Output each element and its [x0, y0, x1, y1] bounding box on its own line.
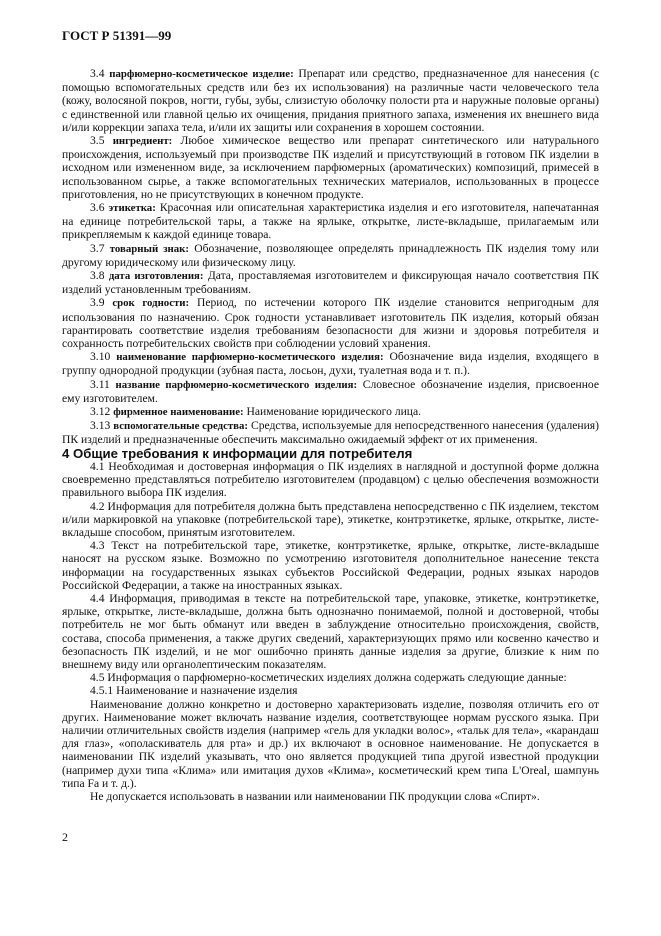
definition-text: Любое химическое вещество или препарат синтетического или натурального происхождения, используемый при производстве ПК изделий и присутствующий в готовом ПК изделии в исходном или измененном виде, за исключением парфюмерных (ароматических) композиций, примесей в использованном сырье, а также вспомогательных технических материалов, использованных в процессе приготовления, но не присутствующих в конечном продукте.	[62, 134, 599, 201]
definition-number: 3.6	[90, 201, 105, 215]
definition-number: 3.5	[90, 134, 105, 148]
document-body	[62, 67, 599, 803]
definition-3-12	[62, 405, 599, 419]
paragraph-naming-restriction: Не допускается использовать в названии или наименовании ПК продукции слова «Спирт».	[90, 789, 540, 803]
paragraph-4-3: 4.3 Текст на потребительской таре, этикетке, контрэтикетке, ярлыке, открытке, листе-вкладыше наносят на русском языке. Возможно по усмотрению изготовителя дополнительное нанесение текста информации на государственных языках субъектов Российской Федерации, родных языках народов Российской Федерации, а также на иностранных языках.	[62, 539, 599, 592]
definition-term: товарный знак:	[109, 242, 189, 255]
paragraph-4-1: 4.1 Необходимая и достоверная информация о ПК изделиях в наглядной и доступной форме должна своевременно представляться потребителю изготовителем (продавцом) с целью обеспечения возможности правильного выбора ПК изделия.	[62, 459, 599, 500]
definition-number: 3.12	[90, 405, 111, 419]
definition-3-10	[62, 350, 599, 377]
definition-term: вспомогательные средства:	[113, 420, 248, 433]
paragraph-4-2: 4.2 Информация для потребителя должна быть представлена непосредственно с ПК изделием, текстом и/или маркировкой на упаковке (потребительской таре), этикетке, контрэтикетке, ярлыке, открытке, листе-вкладыше способом, принятым изготовителем.	[62, 499, 599, 539]
definition-text: Средства, используемые для непосредственного нанесения (удаления) ПК изделий и предназначенные обеспечить максимально ожидаемый эффект от их применения.	[62, 419, 600, 447]
definition-text: Период, по истечении которого ПК изделие становится непригодным для использования по назначению. Срок годности устанавливает изготовитель ПК изделия, который обязан гарантировать соответствие изделия требованиям безопасности для жизни и здоровья потребителя и сохранность потребительских свойств при соблюдении условий хранения.	[62, 296, 600, 351]
definition-term: дата изготовления:	[108, 270, 204, 283]
page-number: 2	[62, 830, 68, 844]
definition-text: Дата, проставляемая изготовителем и фиксирующая начало соответствия ПК изделий установленным требованиям.	[62, 269, 600, 297]
definition-number: 3.10	[90, 350, 111, 364]
section-heading: 4 Общие требования к информации для потребителя	[62, 445, 413, 461]
definition-text: Обозначение, позволяющее определять принадлежность ПК изделия тому или другому юридическому или физическому лицу.	[62, 241, 600, 269]
definition-3-6	[62, 201, 599, 242]
definition-3-11	[62, 378, 599, 405]
paragraph-naming: Наименование должно конкретно и достоверно характеризовать изделие, позволяя отличить его от других. Наименование может включать название изделия, соответствующее нормам русского языка. При наличии отличительных свойств изделия (например «гель для укладки волос», «тальк для тела», «карандаш для глаз», «ополаскиватель для рта» и др.) их включают в основное наименование. Не допускается в наименовании ПК изделий указывать, что оно является продукцией типа другой известной продукции (например духи типа «Клима» или имитация духов «Клима», косметический крем типа L'Oreal, шампунь типа Fa и т. д.).	[62, 697, 599, 790]
definition-number: 3.13	[90, 419, 111, 433]
definition-text: Наименование юридического лица.	[246, 405, 422, 419]
definition-3-13	[62, 419, 599, 446]
definition-number: 3.9	[90, 296, 105, 310]
paragraph-4-5: 4.5 Информация о парфюмерно-косметических изделиях должна содержать следующие данные:	[90, 671, 567, 685]
definition-number: 3.7	[90, 241, 105, 255]
definition-3-8	[62, 269, 599, 296]
definition-number: 3.8	[90, 269, 105, 283]
definition-term: наименование парфюмерно-косметического изделия:	[116, 351, 384, 364]
definition-3-5	[62, 134, 599, 201]
definition-text: Обозначение вида изделия, входящего в группу однородной продукции (зубная паста, лосьон, духи, туалетная вода и т. п.).	[62, 350, 600, 378]
paragraph-4-5-1: 4.5.1 Наименование и назначение изделия	[90, 684, 298, 698]
definition-term: ингредиент:	[112, 135, 173, 148]
definition-term: парфюмерно-косметическое изделие:	[109, 68, 294, 80]
definition-term: срок годности:	[112, 297, 190, 310]
paragraph-4-4: 4.4 Информация, приводимая в тексте на потребительской таре, упаковке, этикетке, контрэтикетке, ярлыке, открытке, листе-вкладыше, должна быть однозначно понимаемой, полной и достоверной, чтобы потребитель не мог быть обманут или введен в заблуждение относительно происхождения, свойств, состава, способа применения, а также других сведений, характеризующих прямо или косвенно качество и безопасность ПК изделий, и не мог ошибочно принять данные изделия за другие, близкие к ним по внешнему виду или органолептическим показателям.	[62, 591, 599, 671]
definition-3-9	[62, 296, 599, 350]
definition-3-4	[62, 67, 599, 134]
definition-text: Словесное обозначение изделия, присвоенное ему изготовителем.	[62, 377, 599, 405]
definition-term: название парфюмерно-косметического изделия:	[115, 378, 358, 391]
definition-3-7	[62, 242, 599, 269]
definition-number: 3.4	[90, 67, 105, 80]
definition-term: этикетка:	[108, 202, 156, 215]
definition-number: 3.11	[90, 377, 110, 391]
definition-term: фирменное наименование:	[113, 406, 244, 419]
definition-text: Препарат или средство, предназначенное для нанесения (с помощью вспомогательных средств или без их использования) на различные части человеческого тела (кожу, волосяной покров, ногти, губы, зубы, слизистую оболочку полости рта и наружные половые органы) с единственной или главной целью их очищения, придания приятного запаха, изменения их внешнего вида и/или коррекции запаха тела, и/или их защиты или сохранения в хорошем состоянии.	[62, 67, 599, 134]
document-header: ГОСТ Р 51391—99	[62, 28, 172, 43]
definition-text: Красочная или описательная характеристика изделия и его изготовителя, напечатанная на единице потребительской тары, а также на ярлыке, открытке, листе-вкладыше, прилагаемым или прикрепляемым к каждой единице товара.	[62, 201, 599, 242]
